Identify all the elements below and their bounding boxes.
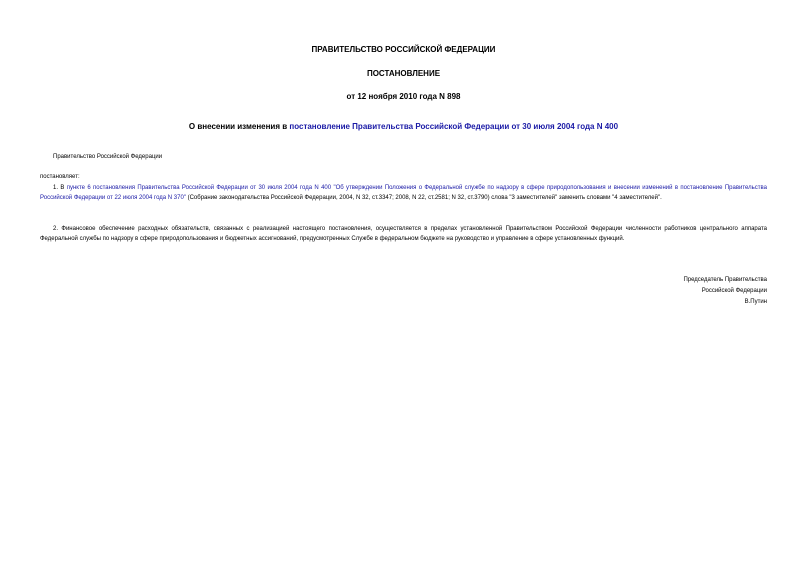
title-link[interactable]: постановление Правительства Российской Федерации от 30 июля 2004 года N 400 bbox=[289, 122, 619, 131]
doc-type-heading: ПОСТАНОВЛЕНИЕ bbox=[366, 69, 441, 78]
title-prefix: О внесении изменения в bbox=[188, 122, 290, 131]
government-line: Правительство Российской Федерации bbox=[53, 154, 163, 160]
paragraph-1-rest: (Собрание законодательства Российской Федерации, 2004, N 32, ст.3347; 2008, N 22, ст.2581; N 32, ст.3790) слова "3 заместителей" заменить словами "4 заместителей". bbox=[185, 195, 662, 201]
authority-heading: ПРАВИТЕЛЬСТВО РОССИЙСКОЙ ФЕДЕРАЦИИ bbox=[311, 45, 496, 54]
date-number-heading: от 12 ноября 2010 года N 898 bbox=[346, 92, 461, 101]
document-title bbox=[0, 122, 807, 132]
decrees-line: постановляет: bbox=[40, 174, 80, 180]
signature-title-line2: Российской Федерации bbox=[701, 288, 767, 294]
signature-title-line1: Председатель Правительства bbox=[683, 277, 767, 283]
paragraph-1-link[interactable]: пункте 6 постановления Правительства Российской Федерации от 30 июля 2004 года N 400 "Об утверждении Положения о Федеральной службе по надзору в сфере природопользования и внесении изменений в постановление Правительства Российской Федерации от 22 июля 2004 года N 370" bbox=[40, 185, 768, 201]
paragraph-2: 2. Финансовое обеспечение расходных обязательств, связанных с реализацией настоящего постановления, осуществляется в пределах установленной Правительством Российской Федерации численности работников центрального аппарата Федеральной службы по надзору в сфере природопользования и бюджетных ассигнований, предусмотренных Службе в федеральном бюджете на руководство и управление в сфере установленных функций. bbox=[40, 226, 767, 242]
paragraph-1 bbox=[40, 183, 767, 203]
paragraph-1-prefix: 1. В bbox=[53, 185, 67, 191]
signature-name: В.Путин bbox=[744, 299, 767, 305]
